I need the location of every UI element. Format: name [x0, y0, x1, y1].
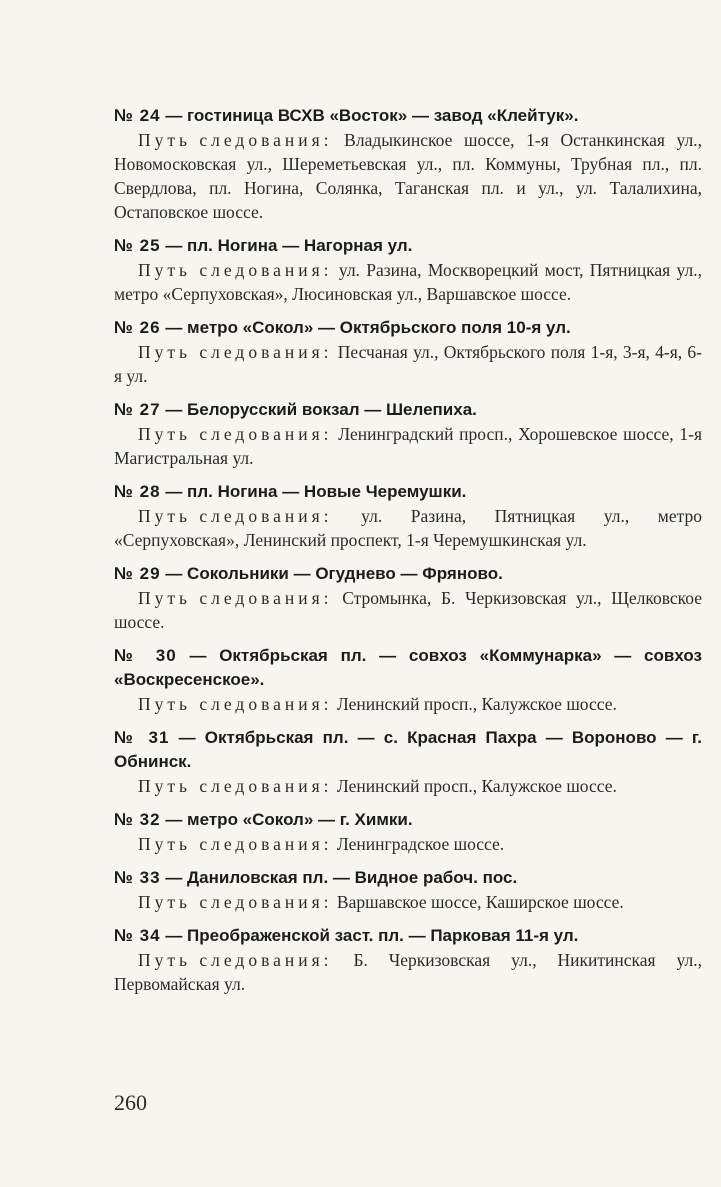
route-heading — [114, 866, 702, 890]
route-path — [114, 948, 702, 996]
route-number: № 33 — [114, 868, 161, 887]
route-32 — [114, 808, 702, 856]
route-number: № 25 — [114, 236, 161, 255]
route-25 — [114, 234, 702, 306]
route-title: — метро «Сокол» — г. Химки. — [165, 810, 413, 829]
path-text: Ленинградский просп., Хорошевское шоссе, 1-я Магистральная ул. — [114, 424, 702, 468]
path-label: Путь следования: — [138, 260, 333, 280]
route-path — [114, 832, 702, 856]
route-path — [114, 774, 702, 798]
path-text: Ленинский просп., Калужское шоссе. — [336, 694, 617, 714]
route-number: № 28 — [114, 482, 161, 501]
route-title: — пл. Ногина — Новые Черемушки. — [165, 482, 467, 501]
route-title: — гостиница ВСХВ «Восток» — завод «Клейтук». — [165, 106, 579, 125]
route-number: № 29 — [114, 564, 161, 583]
route-33 — [114, 866, 702, 914]
route-number: № 34 — [114, 926, 161, 945]
route-title: — метро «Сокол» — Октябрьского поля 10-я ул. — [165, 318, 571, 337]
route-28 — [114, 480, 702, 552]
path-text: Ленинский просп., Калужское шоссе. — [336, 776, 617, 796]
path-text: ул. Разина, Пятницкая ул., метро «Серпуховская», Ленинский проспект, 1-я Черемушкинская ул. — [114, 506, 703, 550]
route-number: № 24 — [114, 106, 161, 125]
route-27 — [114, 398, 702, 470]
route-heading — [114, 924, 702, 948]
route-heading — [114, 234, 702, 258]
path-text: Песчаная ул., Октябрьского поля 1-я, 3-я, 4-я, 6-я ул. — [114, 342, 702, 386]
route-34 — [114, 924, 702, 996]
path-label: Путь следования: — [138, 424, 333, 444]
path-label: Путь следования: — [138, 342, 333, 362]
route-heading — [114, 808, 702, 832]
path-text: ул. Разина, Москворецкий мост, Пятницкая ул., метро «Серпуховская», Люсиновская ул., Варшавское шоссе. — [114, 260, 702, 304]
route-path — [114, 340, 702, 388]
route-path — [114, 422, 702, 470]
route-title: — Белорусский вокзал — Шелепиха. — [165, 400, 477, 419]
path-label: Путь следования: — [138, 834, 333, 854]
route-heading — [114, 562, 702, 586]
route-title: — Сокольники — Огуднево — Фряново. — [165, 564, 503, 583]
path-label: Путь следования: — [138, 506, 333, 526]
route-path — [114, 128, 702, 224]
route-list — [114, 100, 702, 1006]
path-label: Путь следования: — [138, 892, 333, 912]
path-text: Б. Черкизовская ул., Никитинская ул., Первомайская ул. — [114, 950, 702, 994]
route-title: — Октябрьская пл. — совхоз «Коммунарка» — совхоз «Воскресенское». — [114, 646, 702, 689]
route-number: № 31 — [114, 728, 170, 747]
route-title: — Октябрьская пл. — с. Красная Пахра — Вороново — г. Обнинск. — [114, 728, 702, 771]
route-path — [114, 692, 702, 716]
route-heading — [114, 104, 702, 128]
path-text: Владыкинское шоссе, 1-я Останкинская ул., Новомосковская ул., Шереметьевская ул., пл. Коммуны, Трубная пл., пл. Свердлова, пл. Ногина, Солянка, Таганская пл. и ул., ул. Талалихина, Остаповское шоссе. — [114, 130, 702, 222]
route-31 — [114, 726, 702, 798]
route-24 — [114, 104, 702, 224]
route-heading — [114, 644, 702, 692]
route-title: — пл. Ногина — Нагорная ул. — [165, 236, 413, 255]
path-label: Путь следования: — [138, 776, 333, 796]
route-heading — [114, 726, 702, 774]
route-26 — [114, 316, 702, 388]
path-label: Путь следования: — [138, 130, 333, 150]
path-label: Путь следования: — [138, 694, 333, 714]
route-30 — [114, 644, 702, 716]
route-path — [114, 586, 702, 634]
path-label: Путь следования: — [138, 588, 333, 608]
route-heading — [114, 480, 702, 504]
route-number: № 30 — [114, 646, 177, 665]
route-path — [114, 504, 702, 552]
route-title: — Даниловская пл. — Видное рабоч. пос. — [165, 868, 518, 887]
path-text: Ленинградское шоссе. — [336, 834, 505, 854]
route-number: № 26 — [114, 318, 161, 337]
path-label: Путь следования: — [138, 950, 333, 970]
route-path — [114, 258, 702, 306]
page-number: 260 — [114, 1090, 147, 1115]
route-heading — [114, 316, 702, 340]
path-text: Варшавское шоссе, Каширское шоссе. — [336, 892, 624, 912]
route-heading — [114, 398, 702, 422]
route-29 — [114, 562, 702, 634]
path-text: Стромынка, Б. Черкизовская ул., Щелковское шоссе. — [114, 588, 702, 632]
route-number: № 27 — [114, 400, 161, 419]
route-number: № 32 — [114, 810, 161, 829]
route-title: — Преображенской заст. пл. — Парковая 11-я ул. — [165, 926, 579, 945]
route-path — [114, 890, 702, 914]
